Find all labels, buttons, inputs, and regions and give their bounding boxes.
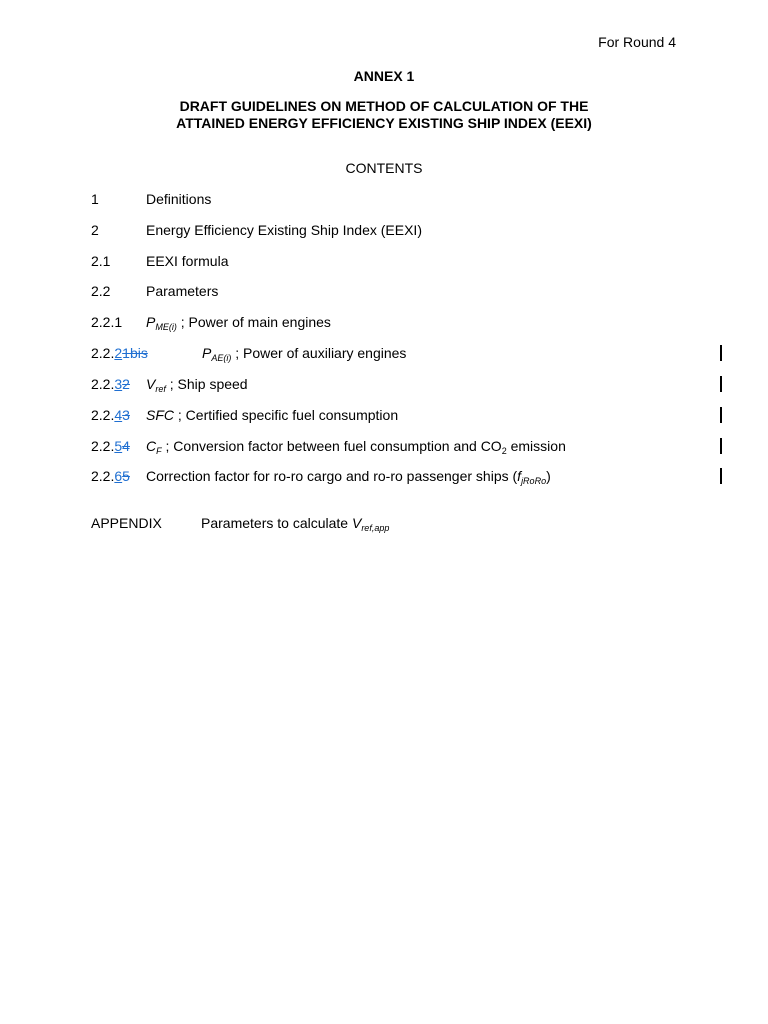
deleted-text: 4 xyxy=(122,438,130,454)
annex-title-line1: DRAFT GUIDELINES ON METHOD OF CALCULATION OF THE xyxy=(179,98,589,114)
annex-title-line2: ATTAINED ENERGY EFFICIENCY EXISTING SHIP INDEX (EEXI) xyxy=(176,115,592,131)
toc-number-revised: 2.2.54 xyxy=(91,438,130,454)
toc-entry-main-engines: $P_{ME(i)}$ ; Power of main engines xyxy=(146,314,331,332)
toc-number-revised: 2.2.43 xyxy=(91,407,130,423)
toc-number-revised: 2.2.21bis xyxy=(91,345,148,361)
inserted-text: 2 xyxy=(114,345,123,361)
toc-entry-parameters: Parameters xyxy=(146,283,219,299)
toc-number: 2 xyxy=(91,222,99,238)
contents-heading: CONTENTS xyxy=(345,160,423,176)
toc-entry-aux-engines: $P_{AE(i)}$ ; Power of auxiliary engines xyxy=(202,345,407,363)
annex-label: ANNEX 1 xyxy=(353,68,415,84)
toc-entry-definitions: Definitions xyxy=(146,191,212,207)
change-bar xyxy=(720,407,722,423)
inserted-text: 3 xyxy=(114,376,123,392)
toc-entry-eexi: Energy Efficiency Existing Ship Index (EEXI) xyxy=(146,222,422,238)
toc-number-revised: 2.2.32 xyxy=(91,376,130,392)
change-bar xyxy=(720,376,722,392)
appendix-label: APPENDIX xyxy=(91,515,162,531)
change-bar xyxy=(720,345,722,361)
toc-entry-conversion-factor: $C_F$ ; Conversion factor between fuel consumption and $CO_2$ emission xyxy=(146,438,566,456)
toc-number: 1 xyxy=(91,191,99,207)
change-bar xyxy=(720,438,722,454)
round-label: For Round 4 xyxy=(598,34,676,50)
appendix-entry: Parameters to calculate $V_{ref,app}$ xyxy=(201,515,390,533)
inserted-text: 4 xyxy=(114,407,123,423)
deleted-text: 1bis xyxy=(122,345,148,361)
toc-number-revised: 2.2.65 xyxy=(91,468,130,484)
toc-entry-eexi-formula: EEXI formula xyxy=(146,253,229,269)
deleted-text: 3 xyxy=(122,407,130,423)
toc-number: 2.1 xyxy=(91,253,111,269)
toc-entry-sfc: SFC ; Certified specific fuel consumption xyxy=(146,407,399,423)
change-bar xyxy=(720,468,722,484)
inserted-text: 6 xyxy=(114,468,123,484)
toc-number: 2.2.1 xyxy=(91,314,123,330)
deleted-text: 5 xyxy=(122,468,130,484)
toc-entry-ship-speed: $V_{ref}$ ; Ship speed xyxy=(146,376,248,394)
deleted-text: 2 xyxy=(122,376,130,392)
toc-entry-roro-correction: Correction factor for ro-ro cargo and ro-ro passenger ships $(f_{jRoRo})$ xyxy=(146,468,551,486)
inserted-text: 5 xyxy=(114,438,123,454)
toc-number: 2.2 xyxy=(91,283,111,299)
